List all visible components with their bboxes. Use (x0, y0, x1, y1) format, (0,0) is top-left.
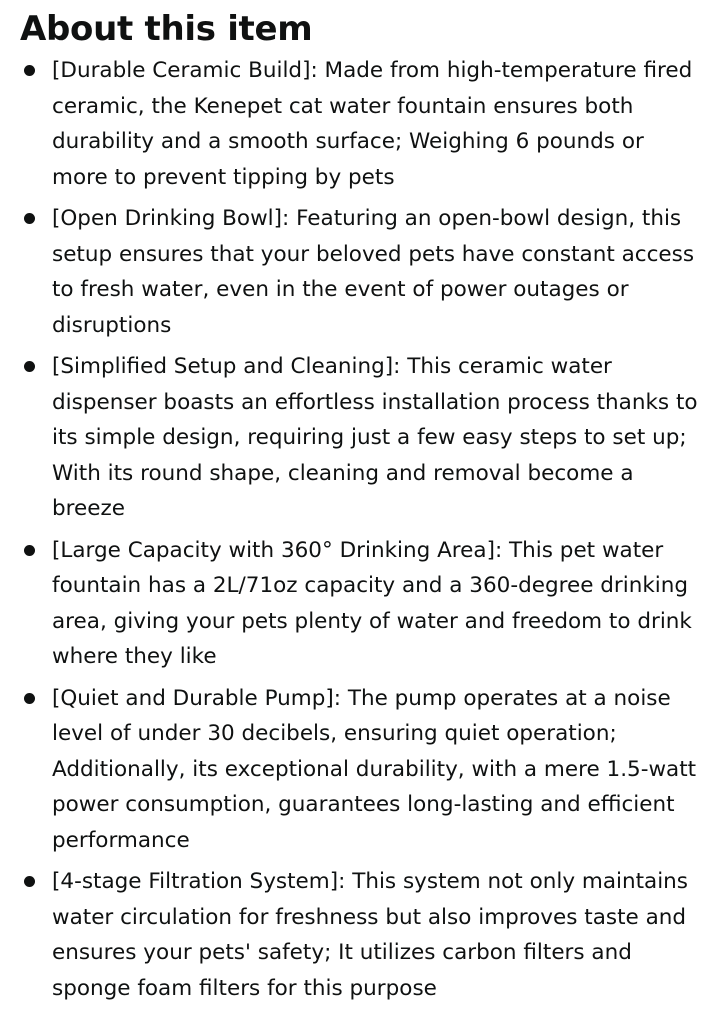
feature-bullet (20, 201, 704, 343)
feature-bullet-text: [4-stage Filtration System]: This system not only maintains water circulation for freshness but also improves taste and ensures your pets' safety; It utilizes carbon filters and sponge foam filters for this purpose (52, 869, 689, 1001)
bullet-dot-icon (24, 876, 35, 887)
feature-bullet (20, 533, 704, 675)
feature-bullet (20, 864, 704, 1006)
feature-bullet (20, 681, 704, 859)
section-title: About this item (20, 9, 313, 49)
feature-bullet-text: [Open Drinking Bowl]: Featuring an open-bowl design, this setup ensures that your beloved pets have constant access to fresh water, even in the event of power outages or disruptions (52, 206, 695, 338)
bullet-dot-icon (24, 545, 35, 556)
feature-bullet-text: [Quiet and Durable Pump]: The pump operates at a noise level of under 30 decibels, ensuring quiet operation; Additionally, its exceptional durability, with a mere 1.5-watt power consumption, guarantees long-lasting and efficient performance (52, 685, 697, 853)
bullet-dot-icon (24, 693, 35, 704)
feature-bullet-list (20, 53, 727, 1006)
feature-bullet (20, 349, 704, 527)
feature-bullet (20, 53, 704, 195)
bullet-dot-icon (24, 361, 35, 372)
bullet-dot-icon (24, 213, 35, 224)
feature-bullet-text: [Simplified Setup and Cleaning]: This ceramic water dispenser boasts an effortless installation process thanks to its simple design, requiring just a few easy steps to set up; With its round shape, cleaning and removal become a breeze (52, 354, 698, 521)
feature-bullet-text: [Durable Ceramic Build]: Made from high-temperature fired ceramic, the Kenepet cat water fountain ensures both durability and a smooth surface; Weighing 6 pounds or more to prevent tipping by pets (52, 58, 693, 190)
feature-bullet-text: [Large Capacity with 360° Drinking Area]: This pet water fountain has a 2L/71oz capacity and a 360-degree drinking area, giving your pets plenty of water and freedom to drink where they like (52, 537, 692, 669)
bullet-dot-icon (24, 65, 35, 76)
